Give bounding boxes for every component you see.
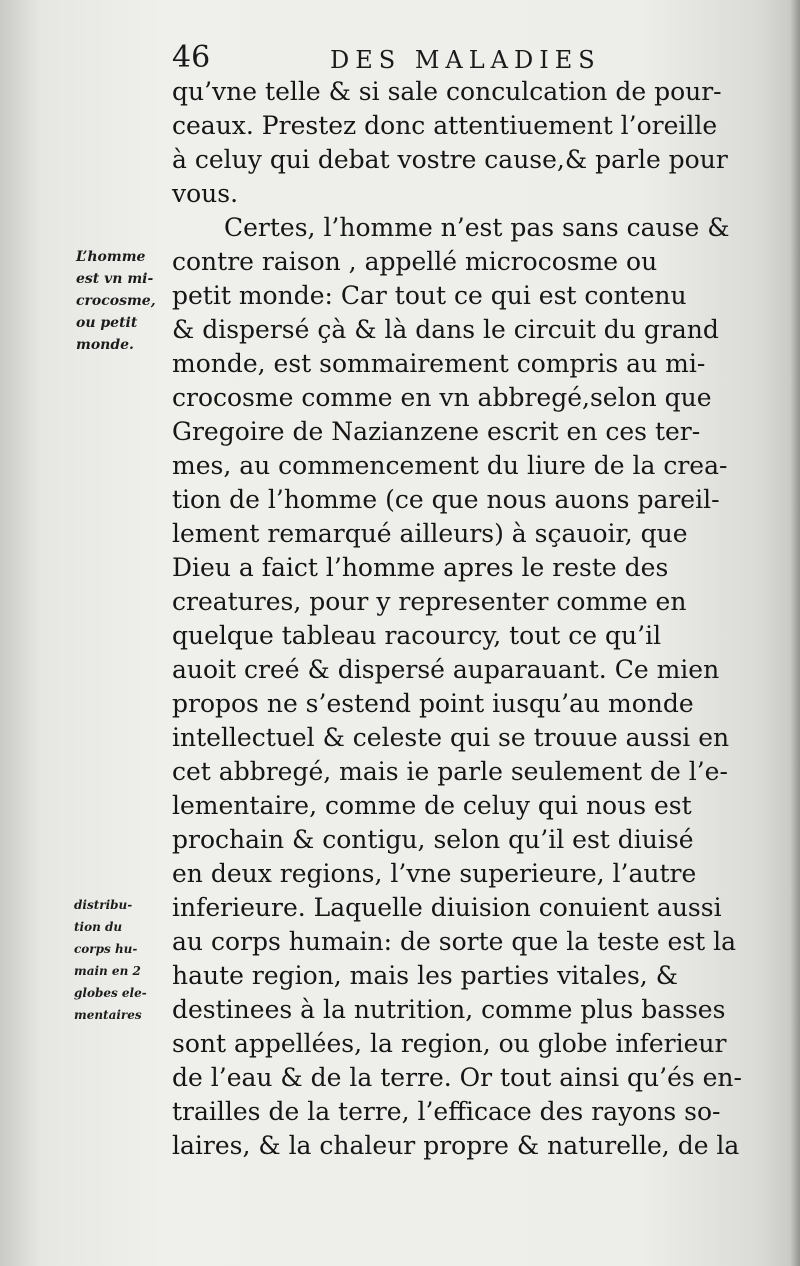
margin-note-distribution: [74, 894, 147, 1026]
text-line: ceaux. Prestez donc attentiuement l’oreille: [172, 111, 718, 140]
text-line: Gregoire de Nazianzene escrit en ces ter-: [172, 417, 701, 446]
margin-note-line: crocosme,: [76, 293, 156, 309]
text-line: tion de l’homme (ce que nous auons pareil-: [172, 485, 720, 514]
margin-note-line: est vn mi-: [76, 271, 154, 287]
margin-note-line: main en 2: [74, 964, 141, 978]
margin-note-line: mentaires: [74, 1008, 142, 1022]
text-line: mes, au commencement du liure de la crea-: [172, 451, 728, 480]
text-line: lement remarqué ailleurs) à sçauoir, que: [172, 519, 688, 548]
text-line: vous.: [172, 179, 239, 208]
text-line: destinees à la nutrition, comme plus basses: [172, 995, 726, 1024]
margin-note-line: monde.: [76, 337, 134, 353]
text-line: prochain & contigu, selon qu’il est diuisé: [172, 825, 694, 854]
margin-note-microcosme: [76, 246, 156, 356]
body-text: [172, 75, 772, 1163]
margin-note-line: corps hu-: [74, 942, 138, 956]
text-line: crocosme comme en vn abbregé,selon que: [172, 383, 712, 412]
page-number: 46: [172, 40, 211, 75]
text-line: haute region, mais les parties vitales, &: [172, 961, 678, 990]
margin-note-line: globes ele-: [74, 986, 147, 1000]
text-line: petit monde: Car tout ce qui est contenu: [172, 281, 687, 310]
text-line: qu’vne telle & si sale conculcation de pour-: [172, 77, 722, 106]
text-line: quelque tableau racourcy, tout ce qu’il: [172, 621, 662, 650]
text-line: auoit creé & dispersé auparauant. Ce mien: [172, 655, 720, 684]
text-line: propos ne s’estend point iusqu’au monde: [172, 689, 694, 718]
page-header: [172, 40, 772, 80]
text-line: Dieu a faict l’homme apres le reste des: [172, 553, 669, 582]
text-line: à celuy qui debat vostre cause,& parle pour: [172, 145, 728, 174]
text-line: trailles de la terre, l’efficace des rayons so-: [172, 1097, 721, 1126]
running-title: DES MALADIES: [330, 46, 601, 74]
text-line: cet abbregé, mais ie parle seulement de l’e-: [172, 757, 728, 786]
margin-note-line: distribu-: [74, 898, 133, 912]
margin-note-line: tion du: [74, 920, 123, 934]
margin-note-line: ou petit: [76, 315, 138, 331]
text-line: en deux regions, l’vne superieure, l’autre: [172, 859, 697, 888]
text-line: inferieure. Laquelle diuision conuient aussi: [172, 893, 722, 922]
text-line: & dispersé çà & là dans le circuit du grand: [172, 315, 719, 344]
text-line: monde, est sommairement compris au mi-: [172, 349, 706, 378]
text-line-paragraph-start: Certes, l’homme n’est pas sans cause &: [224, 213, 730, 242]
text-line: intellectuel & celeste qui se trouue aussi en: [172, 723, 730, 752]
text-line: lementaire, comme de celuy qui nous est: [172, 791, 692, 820]
margin-note-line: L’homme: [76, 249, 146, 265]
text-line: sont appellées, la region, ou globe inferieur: [172, 1029, 727, 1058]
text-line: au corps humain: de sorte que la teste est la: [172, 927, 737, 956]
text-line: contre raison , appellé microcosme ou: [172, 247, 658, 276]
page-edge-shadow: [790, 0, 800, 1266]
text-line: creatures, pour y representer comme en: [172, 587, 687, 616]
text-line: laires, & la chaleur propre & naturelle, de la: [172, 1131, 740, 1160]
text-line: de l’eau & de la terre. Or tout ainsi qu’és en-: [172, 1063, 742, 1092]
